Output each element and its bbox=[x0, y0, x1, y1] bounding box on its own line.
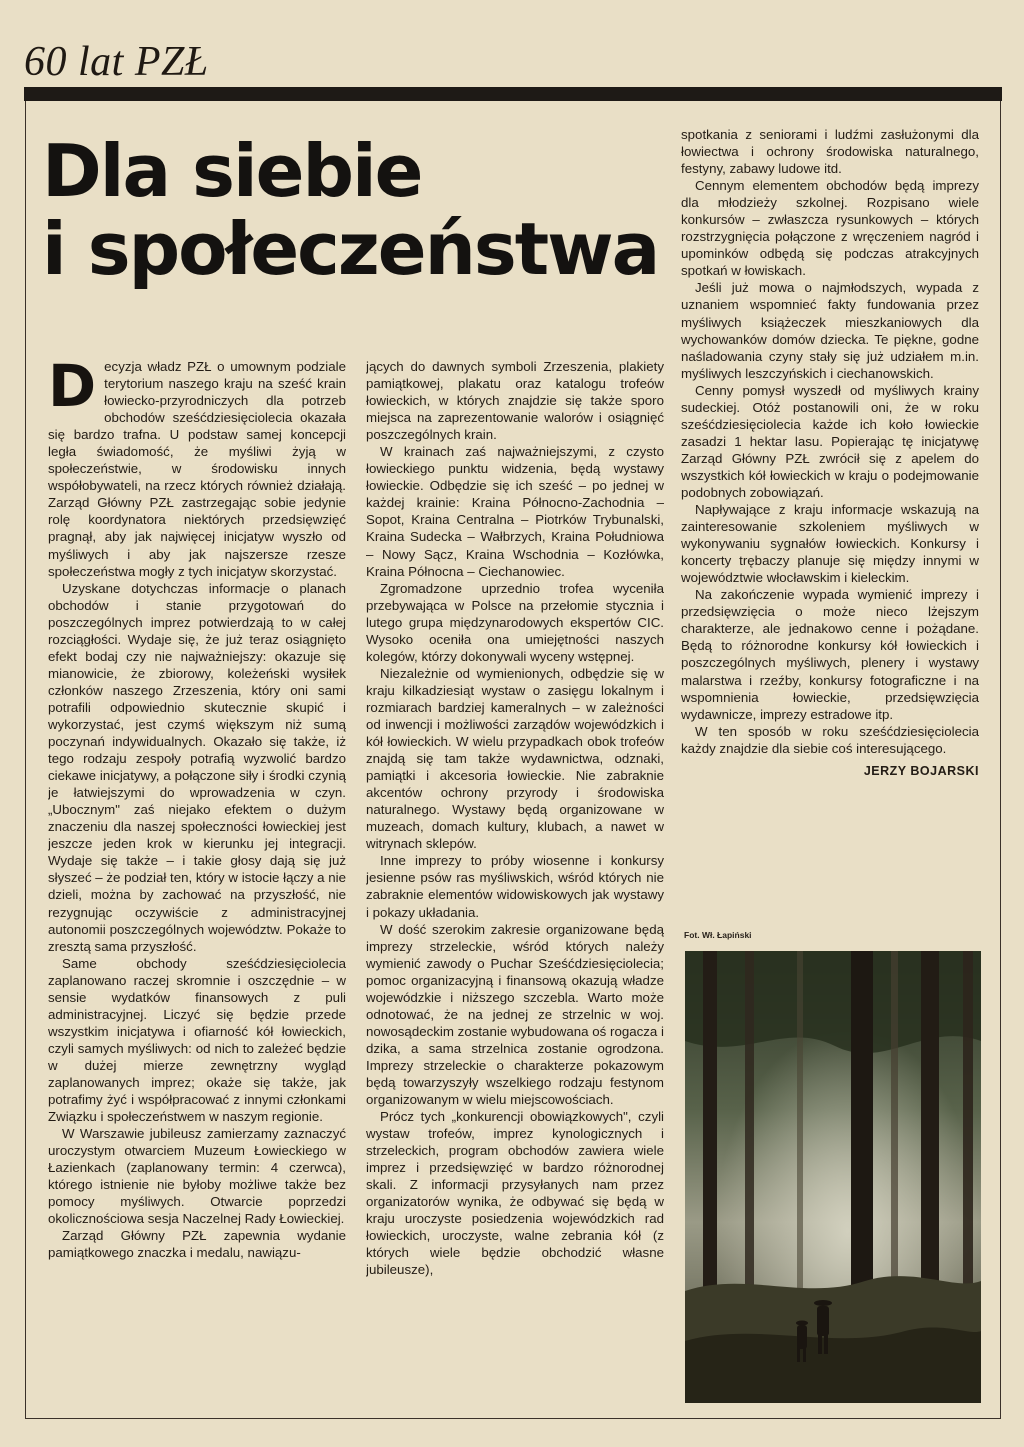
paragraph: Zgromadzone uprzednio trofea wyceniła przebywająca w Polsce na przełomie stycznia i lutego grupa międzynarodowych ekspertów CIC. Wysoko oceniła ona umiejętności naszych kolegów, którzy dokonywali wyceny wstępnej. bbox=[366, 580, 664, 664]
forest-illustration bbox=[685, 951, 981, 1403]
paragraph: W ten sposób w roku sześćdziesięciolecia każdy znajdzie dla siebie coś interesującego. bbox=[681, 723, 979, 756]
paragraph: spotkania z seniorami i ludźmi zasłużonymi dla łowiectwa i ochrony środowiska naturalnego, festyny, zabawy ludowe itd. bbox=[681, 127, 979, 177]
paragraph: jących do dawnych symboli Zrzeszenia, plakiety pamiątkowej, plakatu oraz katalogu trofeów łowieckich, w których znajdzie się także sporo miejsca na zaprezentowanie walorów i osiągnięć poszczególnych krain. bbox=[366, 359, 664, 443]
paragraph: Inne imprezy to próby wiosenne i konkursy jesienne psów ras myśliwskich, wśród których nie zabraknie elementów widowiskowych jak wystawy i pokazy układania. bbox=[366, 853, 664, 920]
forest-photo bbox=[685, 951, 981, 1403]
paragraph: W dość szerokim zakresie organizowane będą imprezy strzeleckie, wśród których należy wymienić zawody o Puchar Sześćdziesięciolecia; pomoc organizacyjną i finansową okazują władze wojewódzkie i niższego szczebla. Warto może odnotować, że na jednej ze strzelnic w woj. nowosądeckim zostanie wybudowana oś rogacza i dzika, a sama strzelnica zostanie ogrodzona. Imprezy strzeleckie o charakterze pokazowym będą towarzyszyły wszelkiego rodzaju festynom organizowanym w wielu miejscowościach. bbox=[366, 921, 664, 1108]
photo-credit: Fot. Wł. Łapiński bbox=[684, 930, 752, 940]
paragraph: W Warszawie jubileusz zamierzamy zaznaczyć uroczystym otwarciem Muzeum Łowieckiego w Łazienkach (zaplanowany termin: 4 czerwca), którego istnienie nie byłoby możliwe także bez pomocy myśliwych. Otwarcie poprzedzi okolicznościowa sesja Naczelnej Rady Łowieckiej. bbox=[48, 1126, 346, 1227]
article-column-3 bbox=[681, 126, 979, 896]
paragraph: Cennym elementem obchodów będą imprezy dla młodzieży szkolnej. Rozpisano wiele konkursów – zwłaszcza rysunkowych – których rozstrzygnięcia połączone z wręczeniem nagród i upominków odbędą się podczas atrakcyjnych spotkań w łowiskach. bbox=[681, 178, 979, 279]
paragraph: Napływające z kraju informacje wskazują na zainteresowanie szkoleniem myśliwych w wykonywaniu sygnałów łowieckich. Konkursy i koncerty trębaczy planuje się między innymi w województwie włocławskim i kieleckim. bbox=[681, 502, 979, 586]
section-title: 60 lat PZŁ bbox=[24, 39, 209, 85]
paragraph: W krainach zaś najważniejszymi, z czysto łowieckiego punktu widzenia, będą wystawy łowieckie. Odbędzie się ich sześć – po jednej w każdej krainie: Kraina Północno-Zachodnia – Sopot, Kraina Centralna – Piotrków Trybunalski, Kraina Sudecka – Wałbrzych, Kraina Południowa – Nowy Sącz, Kraina Wschodnia – Kozłówka, Kraina Północna – Ciechanowiec. bbox=[366, 444, 664, 579]
drop-cap: D bbox=[48, 358, 97, 420]
paragraph: Zarząd Główny PZŁ zapewnia wydanie pamiątkowego znaczka i medalu, nawiązu- bbox=[48, 1228, 346, 1261]
article-column-2 bbox=[366, 358, 664, 1403]
paragraph: Same obchody sześćdziesięciolecia zaplanowano raczej skromnie i oszczędnie – w sensie wydatków finansowych z puli administracyjnej. Liczyć się będzie przede wszystkim inicjatywa i ofiarność kół łowieckich, czyli samych myśliwych: od nich to zależeć będzie w dużej mierze zewnętrzny wygląd zaplanowanych imprez; okaże się także, jak potrafimy żyć i współpracować z innymi członkami Związku i społeczeństwem w naszym regionie. bbox=[48, 955, 346, 1125]
article-headline bbox=[42, 129, 662, 291]
paragraph: Niezależnie od wymienionych, odbędzie się w kraju kilkadziesiąt wystaw o zasięgu lokalnym i rozmiarach bardziej kameralnych – w zależności od inwencji i możliwości zarządów wojewódzkich i kół łowieckich. W wielu przypadkach obok trofeów znajdą się tam także wydawnictwa, odznaki, pamiątki i akcesoria łowieckie. Nie zabraknie akcentów ochrony przyrody i środowiska naturalnego. Wystawy będą organizowane w muzeach, domach kultury, klubach, a nawet w witrynach sklepów. bbox=[366, 665, 664, 852]
paragraph-text: ecyzja władz PZŁ o umownym podziale terytorium naszego kraju na sześć krain łowiecko-przyrodniczych dla potrzeb obchodów sześćdziesięciolecia okazała się bardzo trafna. U podstaw samej koncepcji legła świadomość, że myśliwi żyją w społeczeństwie, w środowisku innych współobywateli, na rzecz których również działają. Zarząd Główny PZŁ zastrzegając sobie jedynie rolę koordynatora niektórych przedsięwzięć pragnął, aby jak najwięcej inicjatyw wyszło od myśliwych i aby jak najszersze rzesze społeczeństwa mogły z tych inicjatyw skorzystać. bbox=[48, 359, 346, 579]
paragraph: Uzyskane dotychczas informacje o planach obchodów i stanie przygotowań do poszczególnych imprez potwierdzają to w całej rozciągłości. Wydaje się, że już teraz osiągnięto efekt bodaj czy nie najważniejszy: okazuje się mianowicie, że zbiorowy, koleżeński wysiłek członków naszego Zrzeszenia, który oni sami potrafili odpowiednio skutecznie skupić i wykorzystać, jest czymś większym niż sumą poczynań indywidualnych. Okazało się także, iż tego rodzaju zespoły potrafią wyzwolić bardzo ciekawe inicjatywy, a połączone siły i środki czynią je łatwiejszymi do wprowadzenia w czyn. „Ubocznym" zaś niejako efektem o dużym znaczeniu dla naszej społeczności łowieckiej jest jeszcze jeden krok w kierunku jej integracji. Wydaje się także – i takie głosy dają się już słyszeć – że podział ten, który w istocie łączy a nie dzieli, można by zachować na przyszłość, nie rezygnując oczywiście z administracyjnej autonomii poszczególnych województw. Pokaże to zresztą sama przyszłość. bbox=[48, 580, 346, 954]
paragraph: Na zakończenie wypada wymienić imprezy i przedsięwzięcia o może nieco lżejszym charakterze, ale jednakowo cenne i pożądane. Będą to różnorodne konkursy kół łowieckich i poszczególnych myśliwych, plenery i wystawy malarstwa i rzeźby, konkursy fotograficzne i na wspomnienia łowieckie, przedsięwzięcia wydawnicze, imprezy estradowe itp. bbox=[681, 587, 979, 722]
article-author: JERZY BOJARSKI bbox=[863, 763, 979, 778]
paragraph: Cenny pomysł wyszedł od myśliwych krainy sudeckiej. Otóż postanowili oni, że w roku sześćdziesięciolecia każde ich koło łowieckie zasadzi 1 hektar lasu. Popierając tę inicjatywę Zarząd Główny PZŁ zwrócił się z apelem do wszystkich kół łowieckich w kraju o podejmowanie podobnych zobowiązań. bbox=[681, 382, 979, 500]
paragraph: Jeśli już mowa o najmłodszych, wypada z uznaniem wspomnieć fakty fundowania przez myśliwych książeczek mieszkaniowych dla wychowanków domów dziecka. Te piękne, godne naśladowania czyny stały się już udziałem m.in. myśliwych leszczyńskich i ciechanowskich. bbox=[681, 280, 979, 381]
paragraph bbox=[48, 358, 346, 580]
article-column-1 bbox=[48, 358, 346, 1398]
headline-line-1: Dla siebie bbox=[42, 129, 422, 213]
headline-line-2: i społeczeństwa bbox=[42, 207, 659, 291]
top-rule bbox=[24, 87, 1002, 101]
paragraph: Prócz tych „konkurencji obowiązkowych", czyli wystaw trofeów, imprez kynologicznych i strzeleckich, program obchodów zawiera wiele imprez i przedsięwzięć w bardzo różnorodnej skali. Z informacji przysyłanych nam przez organizatorów wynika, że odbywać się będą w kraju uroczyste posiedzenia wojewódzkich rad łowieckich, uroczyste, walne zebrania kół (z których wiele będzie obchodzić własne jubileusze), bbox=[366, 1109, 664, 1278]
